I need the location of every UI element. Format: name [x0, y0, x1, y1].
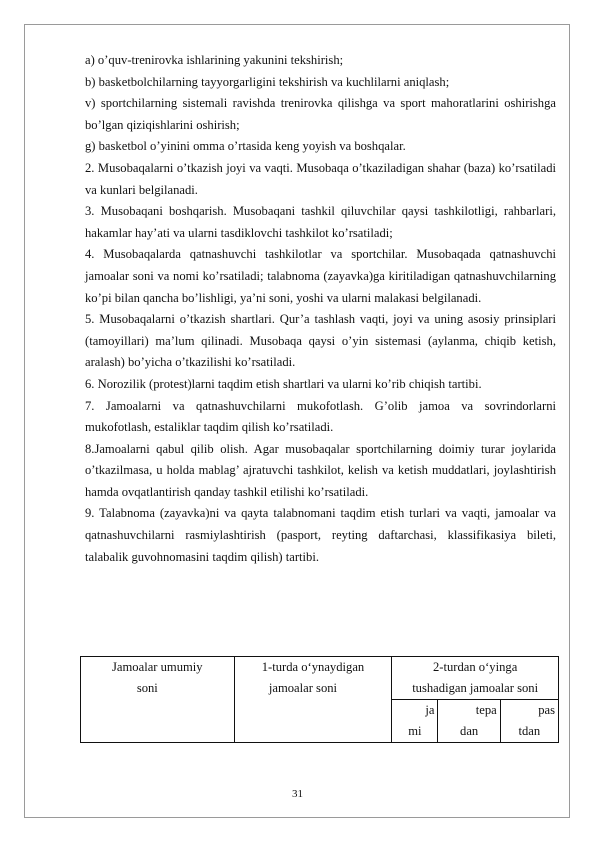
paragraph-6: 6. Norozilik (protest)larni taqdim etish shartlari va ularni ko’rib chiqish tartibi. [85, 376, 482, 391]
paragraph-9: 9. Talabnoma (zayavka)ni va qayta talabnomani taqdim etish turlari va vaqti, jamoalar va qatnashuvchilarni rasmiylashtirish (pasport, reyting daftarchasi, klassifikasiya bileti, talabalik guvohnomasini taqdim qilish) tartibi. [85, 506, 556, 564]
table-cell-text: 2-turdan o‘yinga [433, 660, 518, 674]
paragraph-b: b) basketbolchilarning tayyorgarligini tekshirish va kuchlilarni aniqlash; [85, 74, 450, 89]
table-cell-from-top [438, 700, 500, 743]
table-cell-round1-teams [234, 657, 392, 743]
paragraph-3: 3. Musobaqani boshqarish. Musobaqani tashkil qiluvchilar qaysi tashkilotligi, rahbarlari, hakamlar hay’ati va ularni tasdiklovchi tashkilot ko’rsatiladi; [85, 204, 556, 240]
paragraph-8: 8.Jamoalarni qabul qilib olish. Agar musobaqalar sportchilarning doimiy turar joylarida o’tkazilmasa, u holda mablag’ ajratuvchi tashkilot, kelish va ketish muddatlari, joylashtirish hamda ovqatlantirish qanday tashkil etilishi ko’rsatiladi. [85, 441, 556, 499]
table-cell-text: 1-turda o‘ynaydigan [261, 660, 365, 674]
table-cell-total-teams [81, 657, 235, 743]
table-cell-text: mi [408, 724, 422, 738]
paragraph-4: 4. Musobaqalarda qatnashuvchi tashkilotlar va sportchilar. Musobaqada qatnashuvchi jamoalar soni va nomi ko’rsatiladi; talabnoma (zayavka)ga kiritiladigan qatnashuvchilarning ko’pi bilan qancha bo’lishligi, ya’ni soni, yoshi va ularni malakasi belgilanadi. [85, 247, 556, 305]
table-cell-text: dan [460, 724, 479, 738]
table-header-row [81, 657, 559, 700]
teams-table [80, 656, 559, 743]
paragraph-7: 7. Jamoalarni va qatnashuvchilarni mukofotlash. G’olib jamoa va sovrindorlarni mukofotlash, estaliklar taqdim qilish ko’rsatiladi. [85, 398, 556, 435]
paragraph-g: g) basketbol o’yinini omma o’rtasida keng yoyish va boshqalar. [85, 139, 406, 154]
table-cell-text: soni [136, 681, 158, 695]
table-cell-round2-teams [392, 657, 559, 700]
table-cell-text: tdan [518, 724, 541, 738]
table-cell-text: tushadigan jamoalar soni [412, 681, 539, 695]
table-cell-text: tepa [475, 703, 497, 717]
paragraph-5: 5. Musobaqalarni o’tkazish shartlari. Qur’a tashlash vaqti, joyi va uning asosiy prinsiplari (tamoyillari) ma’lum qilinadi. Musobaqa qaysi o’yin sistemasi (aylanma, chiqib ketish, aralash) bo’yicha o’tkazilishi ko’rsatiladi. [85, 312, 556, 370]
table-cell-text: ja [425, 703, 435, 717]
table-cell-text: pas [538, 703, 555, 717]
document-body [85, 50, 556, 568]
page-number: 31 [292, 788, 303, 800]
table-cell-text: Jamoalar umumiy [112, 660, 203, 674]
table-cell-total [392, 700, 438, 743]
table-cell-text: jamoalar soni [268, 681, 338, 695]
table-cell-from-bottom [500, 700, 558, 743]
paragraph-2: 2. Musobaqalarni o’tkazish joyi va vaqti. Musobaqa o’tkaziladigan shahar (baza) ko’rsatiladi va kunlari belgilanadi. [85, 160, 556, 197]
paragraph-v: v) sportchilarning sistemali ravishda trenirovka qilishga va sport mahoratlarini oshirishga bo’lgan qiziqishlarini oshirish; [85, 96, 556, 132]
paragraph-a: a) o’quv-trenirovka ishlarining yakunini tekshirish; [85, 53, 344, 67]
